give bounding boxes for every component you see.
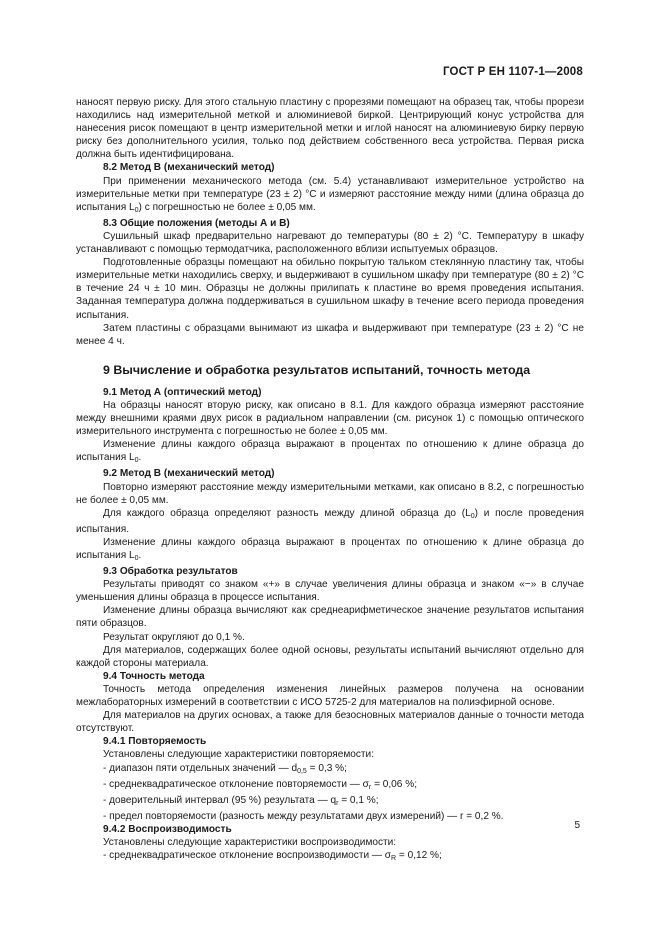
paragraph: Для материалов на других основах, а также для безосновных материалов данные о точности метода отсутствуют. — [76, 710, 584, 735]
page-number: 5 — [574, 820, 580, 831]
paragraph: Результаты приводят со знаком «+» в случае увеличения длины образца и знаком «−» в случае уменьшения длины образца в процессе испытания. — [76, 579, 584, 604]
subsection-heading: 9.3 Обработка результатов — [103, 566, 238, 578]
paragraph: Сушильный шкаф предварительно нагревают до температуры (80 ± 2) °С. Температуру в шкафу устанавливают с помощью термодатчика, расположенного вблизи испытуемых образцов. — [76, 230, 584, 256]
paragraph: Результат округляют до 0,1 %. — [103, 631, 245, 643]
subsection-heading: 9.4 Точность метода — [103, 670, 205, 682]
list-item: - доверительный интервал (95 %) результата — $q_r = 0,1$ %; — [103, 794, 379, 807]
paragraph: Изменение длины образца вычисляют как среднеарифметическое значение результатов испытания пяти образцов. — [76, 605, 584, 630]
paragraph: Изменение длины каждого образца выражают в процентах по отношению к длине образца до испытания $L_0$. — [76, 536, 584, 562]
paragraph: Установлены следующие характеристики повторяемости: — [103, 749, 374, 761]
paragraph: Для материалов, содержащих более одной основы, результаты испытаний вычисляют отдельно для каждой стороны материала. — [76, 644, 584, 669]
paragraph: На образцы наносят вторую риску, как описано в 8.1. Для каждого образца измеряют расстояние между внешними краями двух рисок в радиальном направлении (см. рисунок 1) с помощью оптического измерительного инструмента с погрешностью не более ± 0,05 мм. — [76, 399, 584, 438]
page-content — [76, 96, 584, 865]
subsection-heading: 8.2 Метод В (механический метод) — [103, 162, 275, 174]
section-heading: 9 Вычисление и обработка результатов испытаний, точность метода — [103, 362, 531, 377]
paragraph: Затем пластины с образцами вынимают из шкафа и выдерживают при температуре (23 ± 2) °С не менее 4 ч. — [76, 322, 584, 347]
subsection-heading: 9.4.2 Воспроизводимость — [103, 823, 232, 835]
paragraph: Изменение длины каждого образца выражают в процентах по отношению к длине образца до испытания $L_0$. — [76, 439, 584, 465]
subsection-heading: 9.1 Метод А (оптический метод) — [103, 386, 262, 398]
paragraph: При применении механического метода (см. 5.4) устанавливают измерительное устройство на измерительные метки при температуре (23 ± 2) °С и измеряют расстояние между ними (длина образца до испытания $L_0$) с погрешностью не более ± 0,05 мм. — [76, 175, 584, 214]
paragraph: Для каждого образца определяют разность между длиной образца до $(L_0)$ и после проведения испытания. — [76, 507, 584, 535]
subsection-heading: 9.4.1 Повторяемость — [103, 736, 207, 748]
subsection-heading: 9.2 Метод В (механический метод) — [103, 468, 275, 480]
paragraph: Подготовленные образцы помещают на обильно покрытую тальком стеклянную пластину так, чтобы измерительные метки находились сверху, и выдерживают в сушильном шкафу при температуре (80 ± 2) °С в течение 24 ч ± 10 мин. Образцы не должны прилипать к пластине во время проведения испытания. Заданная температура должна поддерживаться в сушильном шкафу в течение всего периода проведения испытания. — [76, 257, 584, 321]
paragraph: Установлены следующие характеристики воспроизводимости: — [103, 836, 397, 848]
subsection-heading: 8.3 Общие положения (методы А и В) — [103, 217, 290, 229]
paragraph: Повторно измеряют расстояние между измерительными метками, как описано в 8.2, с погрешностью не более ± 0,05 мм. — [76, 481, 584, 506]
paragraph: Точность метода определения изменения линейных размеров получена на основании межлабораторных измерений в соответствии с ИСО 5725-2 для материалов на полиэфирной основе. — [76, 683, 584, 709]
paragraph: наносят первую риску. Для этого стальную пластину с прорезями помещают на образец так, чтобы прорези находились над измерительной меткой и алюминиевой биркой. Центрирующий конус устройства для нанесения рисок помещают в центр измерительной метки и иглой наносят на алюминиевую бирку первую риску без дополнительного усилия, только под действием собственного веса устройства. Первая риска должна быть идентифицирована. — [76, 97, 584, 161]
list-item: - среднеквадратическое отклонение воспроизводимости — $\sigma_R = 0,12$ %; — [103, 850, 442, 863]
repeatability-list — [76, 762, 584, 823]
document-header: ГОСТ Р ЕН 1107-1—2008 — [442, 66, 583, 78]
reproducibility-list — [76, 849, 584, 865]
list-item: - среднеквадратическое отклонение повторяемости — $\sigma_r = 0,06$ %; — [103, 778, 417, 791]
list-item: - диапазон пяти отдельных значений — $d_{0,5} = 0,3$ %; — [103, 762, 347, 775]
list-item: - предел повторяемости (разность между результатами двух измерений) — r = 0,2 %. — [103, 810, 504, 822]
